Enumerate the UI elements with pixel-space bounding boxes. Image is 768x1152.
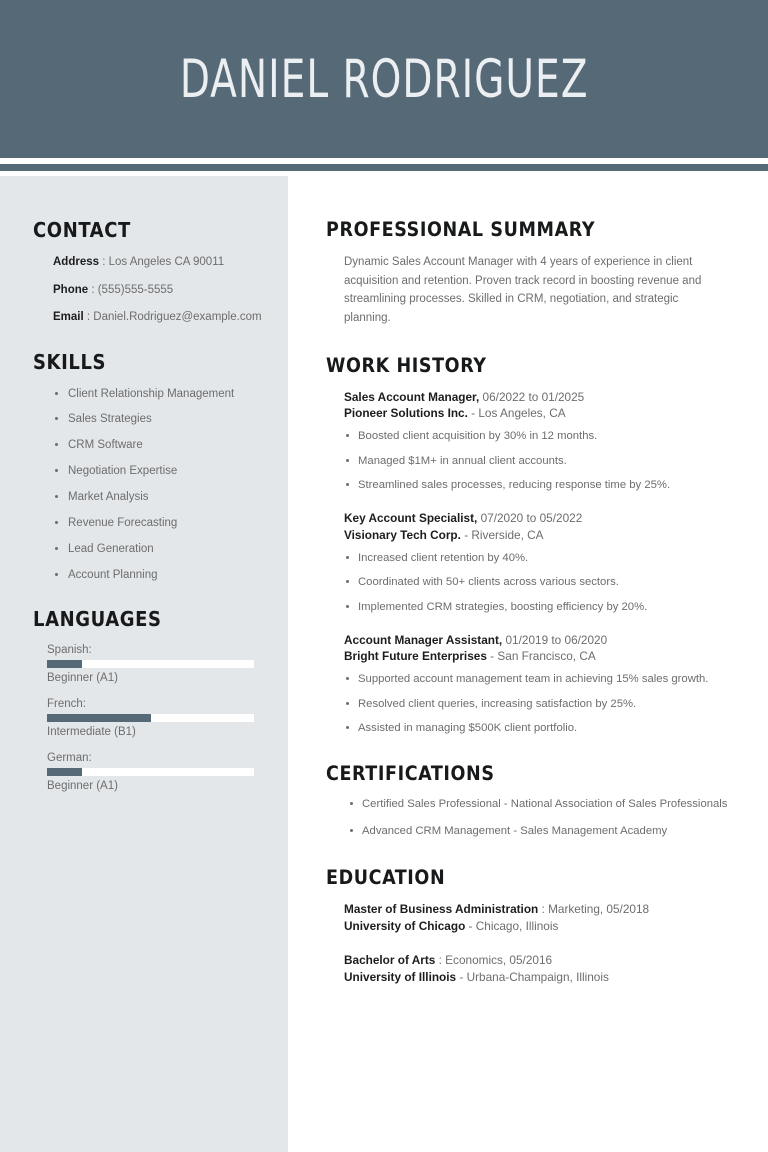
language-level: Beginner (A1) <box>47 780 118 793</box>
resume-header <box>0 0 768 158</box>
skills-list <box>33 387 258 584</box>
language-item <box>47 698 258 738</box>
job-company: Visionary Tech Corp. <box>344 527 461 542</box>
job-location: - Riverside, CA <box>460 527 544 542</box>
contact-value: : Los Angeles CA 90011 <box>99 256 225 268</box>
contact-row <box>53 310 262 326</box>
job-company-line <box>344 405 732 422</box>
education-section <box>326 866 732 985</box>
skill-item: Client Relationship Management <box>55 387 258 402</box>
certifications-list <box>326 797 732 838</box>
education-entry <box>326 952 732 986</box>
education-entry <box>326 901 732 935</box>
education-list <box>326 901 732 985</box>
education-heading: EDUCATION <box>326 866 446 890</box>
language-level: Beginner (A1) <box>47 672 118 685</box>
skill-item: Revenue Forecasting <box>55 516 258 531</box>
contact-row <box>53 283 258 299</box>
language-proficiency-bar <box>47 768 254 776</box>
contact-section <box>33 218 262 326</box>
job-bullet: Supported account management team in achieving 15% sales growth. <box>344 672 732 687</box>
skill-item: Sales Strategies <box>55 412 258 427</box>
job-location: - Los Angeles, CA <box>467 406 566 421</box>
education-degree-line <box>344 901 732 918</box>
job-bullet-list <box>344 672 732 736</box>
summary-heading: PROFESSIONAL SUMMARY <box>326 218 596 241</box>
page-title: DANIEL RODRIGUEZ <box>179 48 589 110</box>
education-school-line <box>344 969 732 986</box>
contact-list <box>33 255 262 326</box>
job-company-line <box>344 648 732 665</box>
job-company: Bright Future Enterprises <box>344 649 487 664</box>
certifications-heading: CERTIFICATIONS <box>326 762 495 786</box>
contact-row <box>53 255 258 271</box>
job-bullet: Increased client retention by 40%. <box>344 551 732 566</box>
job-bullet: Coordinated with 50+ clients across various sectors. <box>344 575 732 590</box>
job-title-line <box>344 510 732 527</box>
work-history-section <box>326 354 732 737</box>
certifications-section <box>326 762 732 838</box>
certification-item: Advanced CRM Management - Sales Management Academy <box>348 824 732 839</box>
certification-item: Certified Sales Professional - National Association of Sales Professionals <box>348 797 732 812</box>
job-bullet: Resolved client queries, increasing satisfaction by 25%. <box>344 697 732 712</box>
education-school-line <box>344 918 732 935</box>
job-bullet: Boosted client acquisition by 30% in 12 months. <box>344 429 732 444</box>
skill-item: CRM Software <box>55 438 258 453</box>
job-title: Sales Account Manager, <box>344 389 480 404</box>
skill-item: Negotiation Expertise <box>55 464 258 479</box>
language-item <box>47 644 258 684</box>
job-company-line <box>344 527 732 544</box>
education-school: University of Illinois <box>344 969 457 984</box>
education-school: University of Chicago <box>344 919 466 934</box>
job-bullet: Implemented CRM strategies, boosting efficiency by 20%. <box>344 600 732 615</box>
work-history-list <box>326 389 732 737</box>
summary-text: Dynamic Sales Account Manager with 4 years of experience in client acquisition and retention. Proven track record in boosting revenue and streamlining processes. Skilled in CRM, negotiation, and strategic planning. <box>344 256 702 324</box>
contact-label: Phone <box>53 283 89 296</box>
job-dates: 01/2019 to 06/2020 <box>502 632 608 647</box>
job-company: Pioneer Solutions Inc. <box>344 406 468 421</box>
language-proficiency-fill <box>47 660 82 668</box>
education-field: : Economics, 05/2016 <box>435 952 553 967</box>
skills-section <box>33 350 258 584</box>
language-name: German: <box>47 752 92 765</box>
job-bullet-list <box>344 429 732 493</box>
language-proficiency-bar <box>47 714 254 722</box>
education-degree: Bachelor of Arts <box>344 952 436 967</box>
skill-item: Account Planning <box>55 568 258 583</box>
job-dates: 07/2020 to 05/2022 <box>477 511 583 526</box>
job-title: Account Manager Assistant, <box>344 632 503 647</box>
job-location: - San Francisco, CA <box>486 649 596 664</box>
contact-label: Address <box>53 256 100 268</box>
skill-item: Market Analysis <box>55 490 258 505</box>
language-level: Intermediate (B1) <box>47 726 136 739</box>
education-field: : Marketing, 05/2018 <box>538 902 650 917</box>
languages-section <box>33 607 258 792</box>
job-title-line <box>344 389 732 406</box>
language-proficiency-bar <box>47 660 254 668</box>
summary-section <box>326 218 732 328</box>
language-item <box>47 752 258 792</box>
sidebar <box>0 176 288 1152</box>
language-name: French: <box>47 698 86 711</box>
resume-body <box>0 176 768 1152</box>
education-degree-line <box>344 952 732 969</box>
contact-value: : (555)555-5555 <box>88 283 174 296</box>
main-column <box>288 176 768 1152</box>
contact-label: Email <box>53 311 84 324</box>
skill-item: Lead Generation <box>55 542 258 557</box>
job-bullet: Assisted in managing $500K client portfolio. <box>344 721 732 736</box>
header-divider <box>0 164 768 171</box>
work-history-entry <box>326 510 732 615</box>
language-name: Spanish: <box>47 644 92 657</box>
job-bullet-list <box>344 551 732 615</box>
skills-heading: SKILLS <box>33 349 107 374</box>
job-bullet: Streamlined sales processes, reducing response time by 25%. <box>344 478 732 493</box>
work-history-entry <box>326 389 732 494</box>
contact-heading: CONTACT <box>33 218 131 242</box>
job-dates: 06/2022 to 01/2025 <box>479 389 585 404</box>
contact-value: : Daniel.Rodriguez@example.com <box>83 311 262 324</box>
education-degree: Master of Business Administration <box>344 902 539 917</box>
work-history-heading: WORK HISTORY <box>326 353 487 377</box>
job-title: Key Account Specialist, <box>344 511 478 526</box>
education-location: - Urbana-Champaign, Illinois <box>456 969 609 984</box>
education-location: - Chicago, Illinois <box>465 919 559 934</box>
languages-list <box>33 644 258 792</box>
job-bullet: Managed $1M+ in annual client accounts. <box>344 454 732 469</box>
work-history-entry <box>326 632 732 737</box>
languages-heading: LANGUAGES <box>33 607 162 632</box>
language-proficiency-fill <box>47 768 82 776</box>
job-title-line <box>344 632 732 649</box>
language-proficiency-fill <box>47 714 151 722</box>
